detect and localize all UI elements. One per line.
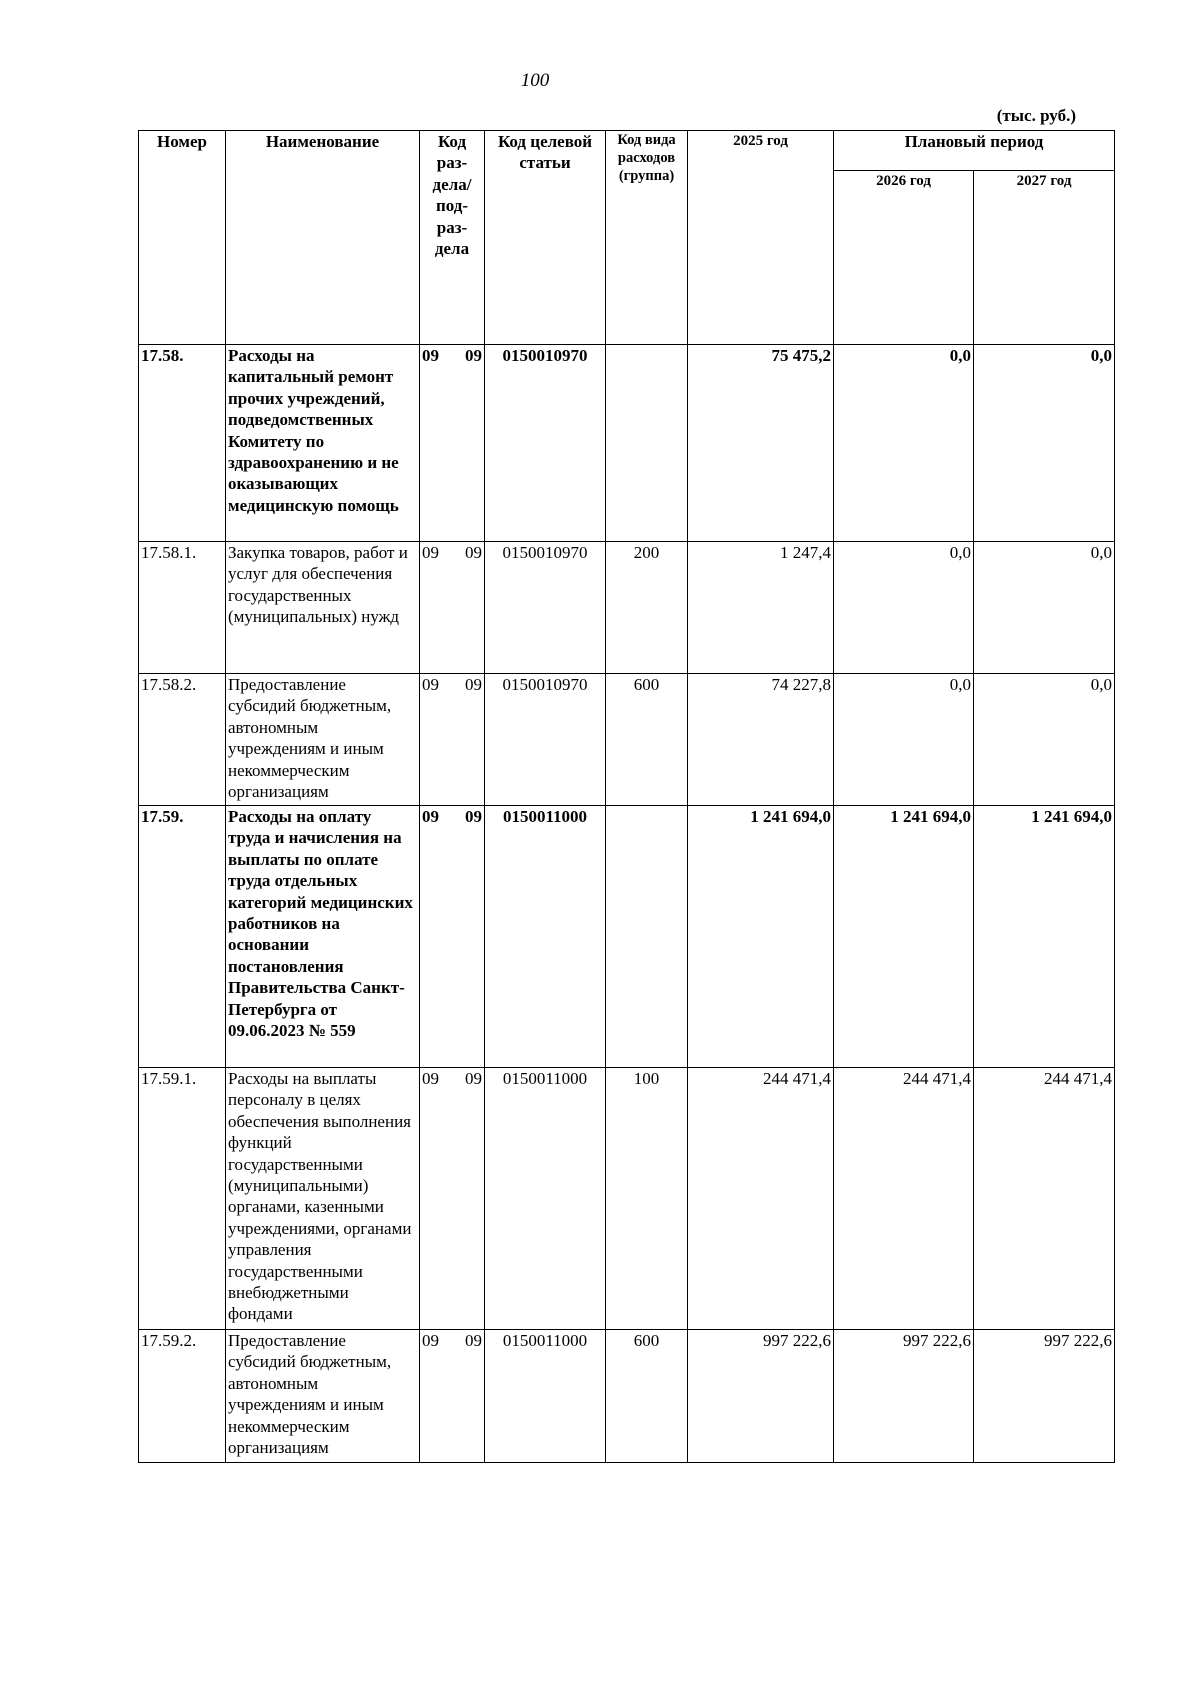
row-2025: 997 222,6 bbox=[688, 1330, 834, 1463]
row-2025: 1 247,4 bbox=[688, 542, 834, 674]
header-target-code: Код целевой статьи bbox=[485, 131, 606, 345]
section: 09 bbox=[422, 807, 439, 826]
table-row bbox=[139, 1330, 1115, 1463]
header-year-2027: 2027 год bbox=[974, 171, 1115, 345]
row-target-code: 0150010970 bbox=[485, 345, 606, 542]
header-planned-period: Плановый период bbox=[834, 131, 1115, 171]
row-target-code: 0150010970 bbox=[485, 674, 606, 806]
row-name: Расходы на капитальный ремонт прочих учреждений, подведомственных Комитету по здравоохранению и не оказывающих медицинскую помощь bbox=[226, 345, 420, 542]
table-row bbox=[139, 674, 1115, 806]
row-2027: 1 241 694,0 bbox=[974, 806, 1115, 1068]
row-2025: 74 227,8 bbox=[688, 674, 834, 806]
row-section-code bbox=[420, 1330, 485, 1463]
row-name: Расходы на выплаты персоналу в целях обеспечения выполнения функций государственными (муниципальными) органами, казенными учреждениями, органами управления государственными внебюджетными фондами bbox=[226, 1068, 420, 1330]
row-number: 17.59.1. bbox=[139, 1068, 226, 1330]
row-section-code bbox=[420, 1068, 485, 1330]
row-2026: 997 222,6 bbox=[834, 1330, 974, 1463]
row-2027: 0,0 bbox=[974, 345, 1115, 542]
table-header bbox=[139, 131, 1115, 345]
row-2026: 0,0 bbox=[834, 674, 974, 806]
row-2027: 244 471,4 bbox=[974, 1068, 1115, 1330]
header-section-code: Код раз-дела/ под-раз-дела bbox=[420, 131, 485, 345]
row-2025: 75 475,2 bbox=[688, 345, 834, 542]
section: 09 bbox=[422, 1331, 439, 1350]
row-target-code: 0150011000 bbox=[485, 1330, 606, 1463]
row-expense-type: 200 bbox=[606, 542, 688, 674]
table-row bbox=[139, 345, 1115, 542]
header-year-2025: 2025 год bbox=[688, 131, 834, 345]
row-2026: 0,0 bbox=[834, 542, 974, 674]
table-row bbox=[139, 806, 1115, 1068]
page-number: 100 bbox=[520, 70, 550, 91]
row-2027: 0,0 bbox=[974, 542, 1115, 674]
units-label: (тыс. руб.) bbox=[996, 106, 1076, 125]
row-number: 17.59.2. bbox=[139, 1330, 226, 1463]
section: 09 bbox=[422, 1069, 439, 1088]
row-2026: 244 471,4 bbox=[834, 1068, 974, 1330]
row-section-code bbox=[420, 674, 485, 806]
row-expense-type bbox=[606, 806, 688, 1068]
subsection: 09 bbox=[465, 1069, 482, 1088]
row-2025: 1 241 694,0 bbox=[688, 806, 834, 1068]
header-number: Номер bbox=[139, 131, 226, 345]
subsection: 09 bbox=[465, 543, 482, 562]
row-expense-type bbox=[606, 345, 688, 542]
row-number: 17.59. bbox=[139, 806, 226, 1068]
row-expense-type: 600 bbox=[606, 674, 688, 806]
row-2026: 0,0 bbox=[834, 345, 974, 542]
row-section-code bbox=[420, 542, 485, 674]
subsection: 09 bbox=[465, 1331, 482, 1350]
section: 09 bbox=[422, 346, 439, 365]
row-name: Закупка товаров, работ и услуг для обеспечения государственных (муниципальных) нужд bbox=[226, 542, 420, 674]
row-number: 17.58. bbox=[139, 345, 226, 542]
row-target-code: 0150011000 bbox=[485, 1068, 606, 1330]
row-2027: 0,0 bbox=[974, 674, 1115, 806]
row-2025: 244 471,4 bbox=[688, 1068, 834, 1330]
subsection: 09 bbox=[465, 807, 482, 826]
row-number: 17.58.2. bbox=[139, 674, 226, 806]
header-year-2026: 2026 год bbox=[834, 171, 974, 345]
row-name: Предоставление субсидий бюджетным, автономным учреждениям и иным некоммерческим организациям bbox=[226, 674, 420, 806]
section: 09 bbox=[422, 675, 439, 694]
budget-table bbox=[138, 130, 1115, 1463]
row-2027: 997 222,6 bbox=[974, 1330, 1115, 1463]
table-body bbox=[139, 345, 1115, 1463]
header-expense-type-code: Код вида расходов (группа) bbox=[606, 131, 688, 345]
row-section-code bbox=[420, 345, 485, 542]
row-2026: 1 241 694,0 bbox=[834, 806, 974, 1068]
row-target-code: 0150010970 bbox=[485, 542, 606, 674]
table-row bbox=[139, 1068, 1115, 1330]
header-name: Наименование bbox=[226, 131, 420, 345]
row-expense-type: 600 bbox=[606, 1330, 688, 1463]
row-number: 17.58.1. bbox=[139, 542, 226, 674]
subsection: 09 bbox=[465, 346, 482, 365]
section: 09 bbox=[422, 543, 439, 562]
subsection: 09 bbox=[465, 675, 482, 694]
row-target-code: 0150011000 bbox=[485, 806, 606, 1068]
row-section-code bbox=[420, 806, 485, 1068]
table-row bbox=[139, 542, 1115, 674]
row-name: Предоставление субсидий бюджетным, автономным учреждениям и иным некоммерческим организациям bbox=[226, 1330, 420, 1463]
row-expense-type: 100 bbox=[606, 1068, 688, 1330]
row-name: Расходы на оплату труда и начисления на выплаты по оплате труда отдельных категорий медицинских работников на основании постановления Правительства Санкт-Петербурга от 09.06.2023 № 559 bbox=[226, 806, 420, 1068]
